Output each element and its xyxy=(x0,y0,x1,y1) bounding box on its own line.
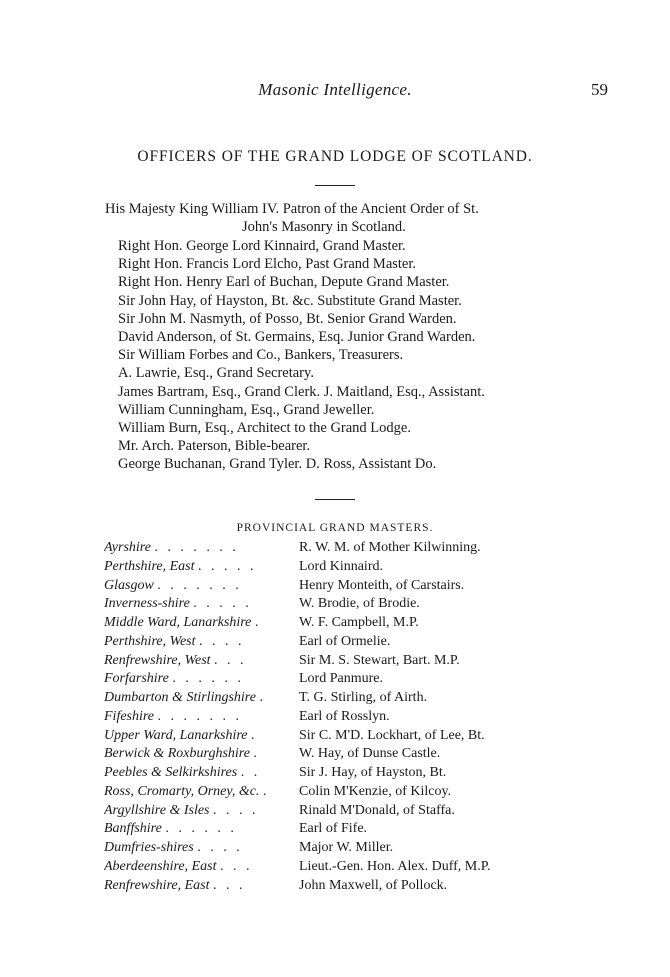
provincial-row xyxy=(104,596,604,615)
master-name: Major W. Miller. xyxy=(299,840,394,855)
county-label: Inverness-shire xyxy=(104,596,190,612)
provincial-row xyxy=(104,821,604,840)
county-label: Perthshire, East xyxy=(104,558,195,574)
patron-line-2: John's Masonry in Scotland. xyxy=(242,219,406,235)
section-divider xyxy=(315,185,355,186)
officer-entry: William Burn, Esq., Architect to the Grand Lodge. xyxy=(118,420,411,437)
county-name xyxy=(104,615,299,631)
provincial-row xyxy=(104,746,604,765)
county-name xyxy=(104,596,299,612)
master-name: Earl of Ormelie. xyxy=(299,633,391,649)
patron-paragraph xyxy=(105,200,575,236)
leader-dots: . . . . xyxy=(197,840,243,855)
leader-dots: . . . . . . xyxy=(165,821,237,837)
provincial-row xyxy=(104,878,604,897)
officer-entry: Sir John M. Nasmyth, of Posso, Bt. Senior Grand Warden. xyxy=(118,310,457,327)
master-name: John Maxwell, of Pollock. xyxy=(299,877,448,893)
provincial-row xyxy=(104,615,604,634)
leader-dots: . . . . . . . xyxy=(157,577,242,593)
leader-dots: . xyxy=(259,690,266,705)
running-title: Masonic Intelligence. xyxy=(258,80,412,99)
county-name xyxy=(104,690,299,706)
officer-entry: Sir William Forbes and Co., Bankers, Treasurers. xyxy=(118,347,404,364)
county-name xyxy=(104,821,299,837)
leader-dots: . . . xyxy=(213,877,246,893)
provincial-row xyxy=(104,578,604,597)
officer-entry: David Anderson, of St. Germains, Esq. Junior Grand Warden. xyxy=(118,329,476,346)
officer-entry: A. Lawrie, Esq., Grand Secretary. xyxy=(118,365,314,382)
master-name: Lord Panmure. xyxy=(299,671,383,687)
master-name: Earl of Rosslyn. xyxy=(299,708,390,724)
master-name: W. Brodie, of Brodie. xyxy=(299,596,420,612)
county-name xyxy=(104,784,299,800)
leader-dots: . . . xyxy=(220,858,253,874)
county-name xyxy=(104,765,299,781)
master-name: Lord Kinnaird. xyxy=(299,558,383,574)
provincial-row xyxy=(104,690,604,709)
officers-list xyxy=(118,237,598,474)
provincial-row xyxy=(104,709,604,728)
provincial-heading: PROVINCIAL GRAND MASTERS. xyxy=(236,522,434,534)
county-label: Upper Ward, Lanarkshire xyxy=(104,727,248,743)
master-name: W. Hay, of Dunse Castle. xyxy=(299,746,441,762)
provincial-masters-list xyxy=(104,540,604,896)
county-name xyxy=(104,859,299,875)
provincial-row xyxy=(104,859,604,878)
provincial-row xyxy=(104,840,604,859)
master-name: Rinald M'Donald, of Staffa. xyxy=(299,802,455,818)
officer-entry: Right Hon. George Lord Kinnaird, Grand Master. xyxy=(118,238,406,254)
provincial-row xyxy=(104,784,604,803)
master-name: Sir C. M'D. Lockhart, of Lee, Bt. xyxy=(299,727,485,743)
provincial-row xyxy=(104,634,604,653)
master-name: Earl of Fife. xyxy=(299,821,368,837)
section-divider xyxy=(315,499,355,500)
provincial-row xyxy=(104,540,604,559)
leader-dots: . . xyxy=(240,765,261,780)
leader-dots: . xyxy=(254,615,262,630)
leader-dots: . . . . . . xyxy=(172,671,244,687)
officer-entry: James Bartram, Esq., Grand Clerk. J. Maitland, Esq., Assistant. xyxy=(118,383,485,400)
provincial-row xyxy=(104,728,604,747)
county-label: Ayrshire xyxy=(104,540,151,555)
master-name: Sir M. S. Stewart, Bart. M.P. xyxy=(299,652,460,668)
county-label: Renfrewshire, East xyxy=(104,877,210,893)
county-name xyxy=(104,653,299,669)
county-label: Dumfries-shires xyxy=(104,840,194,855)
provincial-row xyxy=(104,765,604,784)
master-name: R. W. M. of Mother Kilwinning. xyxy=(299,540,481,555)
officer-entry: Right Hon. Henry Earl of Buchan, Depute Grand Master. xyxy=(118,274,450,291)
officer-entry: William Cunningham, Esq., Grand Jeweller. xyxy=(118,401,375,418)
county-label: Banffshire xyxy=(104,821,162,837)
county-label: Aberdeenshire, East xyxy=(104,858,217,874)
county-label: Berwick & Roxburghshire xyxy=(104,746,250,762)
county-label: Peebles & Selkirkshires xyxy=(104,765,238,780)
county-label: Perthshire, West xyxy=(104,633,196,649)
county-label: Fifeshire xyxy=(104,708,155,724)
county-name xyxy=(104,540,299,556)
leader-dots: . . . xyxy=(214,652,247,668)
master-name: Lieut.-Gen. Hon. Alex. Duff, M.P. xyxy=(299,858,491,874)
county-name xyxy=(104,709,299,725)
page-number: 59 xyxy=(591,80,608,99)
county-label: Middle Ward, Lanarkshire xyxy=(104,615,252,630)
county-name xyxy=(104,746,299,762)
county-name xyxy=(104,803,299,819)
officer-entry: Sir John Hay, of Hayston, Bt. &c. Substitute Grand Master. xyxy=(118,292,462,309)
county-name xyxy=(104,878,299,894)
provincial-row xyxy=(104,653,604,672)
county-label: Dumbarton & Stirlingshire xyxy=(104,690,256,705)
leader-dots: . . . . xyxy=(199,633,245,649)
master-name: T. G. Stirling, of Airth. xyxy=(299,690,428,705)
page-heading: OFFICERS OF THE GRAND LODGE OF SCOTLAND. xyxy=(137,148,533,165)
leader-dots: . xyxy=(251,727,258,743)
county-label: Argyllshire & Isles xyxy=(104,802,210,818)
officer-entry: Mr. Arch. Paterson, Bible-bearer. xyxy=(118,438,311,455)
leader-dots: . xyxy=(262,783,270,799)
provincial-row xyxy=(104,671,604,690)
county-label: Renfrewshire, West xyxy=(104,652,211,668)
officer-entry: Right Hon. Francis Lord Elcho, Past Grand Master. xyxy=(118,256,417,273)
provincial-row xyxy=(104,559,604,578)
county-label: Ross, Cromarty, Orney, &c. xyxy=(104,783,260,799)
county-name xyxy=(104,840,299,856)
patron-line-1: His Majesty King William IV. Patron of the Ancient Order of St. xyxy=(105,201,479,217)
leader-dots: . . . . . xyxy=(197,558,257,574)
officer-entry: George Buchanan, Grand Tyler. D. Ross, Assistant Do. xyxy=(118,456,437,473)
leader-dots: . . . . . . . xyxy=(157,708,243,724)
leader-dots: . . . . . . . xyxy=(154,540,239,555)
master-name: Colin M'Kenzie, of Kilcoy. xyxy=(299,783,452,799)
master-name: Henry Monteith, of Carstairs. xyxy=(299,577,465,593)
county-name xyxy=(104,559,299,575)
provincial-row xyxy=(104,803,604,822)
county-name xyxy=(104,671,299,687)
master-name: W. F. Campbell, M.P. xyxy=(299,615,419,630)
leader-dots: . . . . . xyxy=(193,596,252,612)
leader-dots: . xyxy=(253,746,260,762)
county-name xyxy=(104,578,299,594)
county-name xyxy=(104,728,299,744)
county-label: Glasgow xyxy=(104,577,154,593)
county-label: Forfarshire xyxy=(104,671,169,687)
leader-dots: . . . . xyxy=(213,802,259,818)
master-name: Sir J. Hay, of Hayston, Bt. xyxy=(299,765,447,780)
county-name xyxy=(104,634,299,650)
